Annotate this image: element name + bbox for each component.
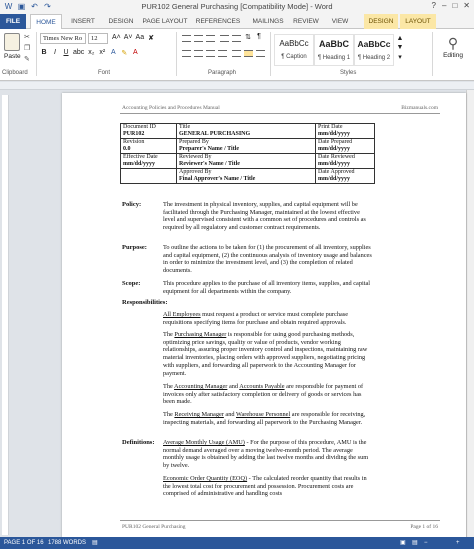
styles-down-icon[interactable]: ▼ xyxy=(396,44,404,51)
role-prefix: The xyxy=(163,331,175,338)
style-heading-2-label: ¶ Heading 2 xyxy=(357,55,391,61)
tab-file[interactable]: FILE xyxy=(0,14,26,29)
find-icon: ⚲ xyxy=(447,35,459,51)
role-prefix: The xyxy=(163,383,175,390)
document-id-label: Document ID xyxy=(123,124,156,130)
table-cell[interactable] xyxy=(121,154,177,169)
page-header-right: Bizmanuals.com xyxy=(401,105,438,111)
style-heading-2-sample: AaBbCc xyxy=(357,39,391,49)
policy-heading: Policy: xyxy=(122,201,142,208)
print-date-value: mm/dd/yyyy xyxy=(318,131,351,137)
align-center-icon[interactable] xyxy=(194,50,203,57)
role-term: Warehouse Personnel xyxy=(236,411,291,418)
word-count[interactable]: 1788 WORDS xyxy=(48,540,87,546)
window-controls xyxy=(432,1,470,10)
responsibility-paragraph xyxy=(163,383,373,406)
styles-more-icon[interactable]: ▾ xyxy=(398,54,402,61)
vertical-ruler[interactable] xyxy=(2,95,9,535)
editing-label: Editing xyxy=(443,52,463,59)
scope-heading: Scope: xyxy=(122,280,141,287)
tab-page-layout[interactable]: PAGE LAYOUT xyxy=(142,18,188,25)
policy-text: The investment in physical inventory, supplies, and capital equipment will be facilitated through the Purchasing Manager, maintained at the lowest effective level and supervised consistent with a common set of procedures and controls as required by all regulatory and customer contract requirements. xyxy=(163,201,366,232)
tab-design[interactable]: DESIGN xyxy=(108,18,134,25)
header-rule xyxy=(120,113,440,114)
highlight-icon[interactable]: ✎ xyxy=(121,50,128,57)
maximize-icon[interactable]: □ xyxy=(452,1,458,10)
style-caption-sample: AaBbCc xyxy=(279,39,309,48)
zoom-out-icon[interactable]: − xyxy=(424,540,428,546)
prepared-by-value: Preparer's Name / Title xyxy=(179,146,240,152)
horizontal-ruler[interactable] xyxy=(0,82,474,90)
style-caption[interactable] xyxy=(274,34,314,66)
definition-term: Economic Order Quantity (EOQ) xyxy=(163,475,248,482)
document-page[interactable] xyxy=(62,93,466,539)
page-count[interactable]: PAGE 1 OF 16 xyxy=(4,540,44,546)
purpose-heading: Purpose: xyxy=(122,244,147,251)
ribbon-tabs xyxy=(0,14,474,29)
role-description: are responsible for payment of invoices only after satisfactory completion or delivery of goods or services has been made. xyxy=(163,383,364,406)
paste-icon[interactable] xyxy=(4,33,20,51)
font-size-buttons xyxy=(112,34,155,42)
close-icon[interactable]: ✕ xyxy=(463,1,470,10)
minimize-icon[interactable]: – xyxy=(442,1,447,10)
effective-date-value: mm/dd/yyyy xyxy=(123,161,156,167)
revision-label: Revision xyxy=(123,139,145,145)
borders-icon[interactable] xyxy=(256,50,265,57)
table-cell[interactable] xyxy=(316,169,375,184)
paste-button[interactable]: Paste xyxy=(4,53,21,60)
tab-table-design[interactable]: DESIGN xyxy=(364,14,398,29)
change-case-icon[interactable]: Aa xyxy=(135,34,145,41)
prepared-by-label: Prepared By xyxy=(179,139,209,145)
underline-icon[interactable]: U xyxy=(63,49,69,56)
shading-icon[interactable] xyxy=(244,50,253,57)
zoom-in-icon[interactable]: + xyxy=(456,540,460,546)
font-size-box[interactable]: 12 xyxy=(88,33,108,44)
numbering-icon[interactable] xyxy=(194,35,203,42)
role-joiner: and xyxy=(227,383,240,390)
tab-insert[interactable]: INSERT xyxy=(71,18,95,25)
text-effects-icon[interactable]: A xyxy=(110,49,116,56)
tab-references[interactable]: REFERENCES xyxy=(195,18,241,25)
purpose-text: To outline the actions to be taken for (1) the procurement of all inventory, supplies and capital equipment, (2) the continuous analysis of inventory usage and balances in order to minimize the investment level, and (3) the completion of related documents. xyxy=(163,244,372,275)
role-description: is responsible for using good purchasing methods, optimizing price savings, quality or value of products, vendor working relationships, assuring proper inventory control and inspections, maintaining raw material inventories, placing orders with approved suppliers, negotiating pricing with suppliers, and forwarding all paperwork to the Accounting Manager for payment. xyxy=(163,331,368,377)
table-cell[interactable] xyxy=(316,124,375,139)
ribbon xyxy=(0,29,474,81)
approved-by-label: Approved By xyxy=(179,169,212,175)
font-name-box[interactable]: Times New Ro xyxy=(40,33,86,44)
shrink-font-icon[interactable]: A˅ xyxy=(123,34,133,41)
tab-view[interactable]: VIEW xyxy=(331,18,349,25)
page-header-left: Accounting Policies and Procedures Manual xyxy=(122,105,220,111)
proofing-icon[interactable]: ▤ xyxy=(92,540,98,546)
table-cell[interactable] xyxy=(177,169,316,184)
date-reviewed-value: mm/dd/yyyy xyxy=(318,161,351,167)
role-term: All Employees xyxy=(163,311,201,318)
styles-up-icon[interactable]: ▲ xyxy=(396,35,404,42)
responsibility-paragraph xyxy=(163,411,373,426)
footer-rule xyxy=(120,520,440,521)
style-heading-1[interactable] xyxy=(314,34,354,66)
date-approved-label: Date Approved xyxy=(318,169,355,175)
scope-text: This procedure applies to the purchase of all inventory items, supplies, and capital equipment for all departments within the company. xyxy=(163,280,371,295)
bold-icon[interactable]: B xyxy=(41,49,47,56)
role-description: are responsible for receiving, inspecting materials, and forwarding all paperwork to the Purchasing Manager. xyxy=(163,411,366,426)
print-layout-icon[interactable]: ▤ xyxy=(412,540,418,546)
table-cell[interactable] xyxy=(121,169,177,184)
table-cell[interactable] xyxy=(177,139,316,154)
increase-indent-icon[interactable] xyxy=(232,35,241,42)
vertical-scrollbar[interactable] xyxy=(466,90,474,537)
save-icon[interactable]: ▣ xyxy=(17,2,26,11)
definition-paragraph xyxy=(163,475,373,498)
line-spacing-icon[interactable] xyxy=(232,50,241,57)
responsibility-paragraph xyxy=(163,311,373,326)
table-cell[interactable] xyxy=(121,124,177,139)
style-heading-1-label: ¶ Heading 1 xyxy=(317,55,351,61)
justify-icon[interactable] xyxy=(218,50,227,57)
grow-font-icon[interactable]: A˄ xyxy=(112,34,121,41)
table-row xyxy=(121,124,375,139)
font-format-buttons xyxy=(40,49,139,57)
page-footer-left: PUR102 General Purchasing xyxy=(122,524,186,530)
styles-group-label: Styles xyxy=(340,70,357,76)
table-cell[interactable] xyxy=(121,139,177,154)
effective-date-label: Effective Date xyxy=(123,154,158,160)
ribbon-separator xyxy=(176,32,177,76)
ribbon-separator xyxy=(432,32,433,76)
strikethrough-icon[interactable]: abc xyxy=(73,49,85,56)
definition-text: - The calculated reorder quantity that results in the lowest total cost for procurement and possession. Procurement costs are comprised of administrative and handling costs xyxy=(163,475,367,498)
role-prefix: The xyxy=(163,411,175,418)
ribbon-separator xyxy=(270,32,271,76)
responsibility-paragraph xyxy=(163,331,373,377)
revision-value: 0.0 xyxy=(123,146,131,152)
definition-term: Average Monthly Usage (AMU) xyxy=(163,439,245,446)
print-date-label: Print Date xyxy=(318,124,343,130)
table-row xyxy=(121,169,375,184)
approved-by-value: Final Approver's Name / Title xyxy=(179,176,256,182)
tab-mailings[interactable]: MAILINGS xyxy=(252,18,284,25)
sort-show-buttons xyxy=(244,33,263,41)
sort-icon[interactable]: ⇅ xyxy=(245,34,251,41)
tab-review[interactable]: REVIEW xyxy=(293,18,319,25)
role-term: Accounting Manager xyxy=(174,383,228,390)
date-prepared-label: Date Prepared xyxy=(318,139,353,145)
decrease-indent-icon[interactable] xyxy=(220,35,229,42)
style-caption-label: ¶ Caption xyxy=(281,54,307,60)
role-term: Receiving Manager xyxy=(174,411,224,418)
styles-scroll xyxy=(396,35,404,61)
date-approved-value: mm/dd/yyyy xyxy=(318,176,351,182)
editing-button[interactable] xyxy=(436,35,470,59)
copy-icon[interactable]: ❐ xyxy=(24,45,31,52)
multilevel-list-icon[interactable] xyxy=(206,35,215,42)
align-left-icon[interactable] xyxy=(182,50,191,57)
role-term: Accounts Payable xyxy=(239,383,285,390)
word-logo-icon: W xyxy=(4,2,13,11)
style-heading-1-sample: AaBbC xyxy=(318,39,349,49)
table-cell[interactable] xyxy=(177,124,316,139)
reviewed-by-value: Reviewer's Name / Title xyxy=(179,161,240,167)
cut-icon[interactable]: ✂ xyxy=(24,34,30,41)
align-right-icon[interactable] xyxy=(206,50,215,57)
role-term: Purchasing Manager xyxy=(174,331,227,338)
table-row xyxy=(121,139,375,154)
table-cell[interactable] xyxy=(177,154,316,169)
title-value: GENERAL PURCHASING xyxy=(179,131,251,137)
definition-text: - For the purpose of this procedure, AMU is the normal demand averaged over a moving twelve-month period. The average monthly usage is obtained by adding the last twelve months and dividing the sum by twelve. xyxy=(163,439,369,470)
table-cell[interactable] xyxy=(316,154,375,169)
title-bar xyxy=(0,0,474,14)
tab-home[interactable]: HOME xyxy=(30,14,62,29)
reviewed-by-label: Reviewed By xyxy=(179,154,212,160)
read-mode-icon[interactable]: ▣ xyxy=(400,540,406,546)
page-footer-right: Page 1 of 16 xyxy=(410,524,438,530)
italic-icon[interactable]: I xyxy=(54,49,56,56)
window-title: PUR102 General Purchasing [Compatibility Mode] - Word xyxy=(141,2,333,11)
ribbon-separator xyxy=(36,32,37,76)
help-icon[interactable]: ? xyxy=(431,1,436,10)
bullets-icon[interactable] xyxy=(182,35,191,42)
document-id-value: PUR102 xyxy=(123,131,145,137)
subscript-icon[interactable]: x₂ xyxy=(88,49,95,56)
role-joiner: and xyxy=(223,411,236,418)
redo-icon[interactable]: ↷ xyxy=(44,2,51,11)
title-label: Title xyxy=(179,124,191,130)
superscript-icon[interactable]: x² xyxy=(99,49,106,56)
status-bar xyxy=(0,537,474,549)
undo-icon[interactable]: ↶ xyxy=(31,2,38,11)
clipboard-group-label: Clipboard xyxy=(2,70,28,76)
date-prepared-value: mm/dd/yyyy xyxy=(318,146,351,152)
document-control-table[interactable] xyxy=(120,123,375,184)
definitions-heading: Definitions: xyxy=(122,439,155,446)
responsibilities-heading: Responsibilities: xyxy=(122,299,168,306)
style-heading-2[interactable] xyxy=(354,34,394,66)
show-marks-icon[interactable]: ¶ xyxy=(257,33,261,40)
font-group-label: Font xyxy=(98,70,111,76)
font-color-icon[interactable]: A xyxy=(132,49,138,56)
paragraph-group-label: Paragraph xyxy=(208,70,237,76)
role-description: must request a product or service must complete purchase requisitions specifying items for purchase and obtain required approvals. xyxy=(163,311,349,326)
clear-formatting-icon[interactable]: ✘ xyxy=(148,35,155,42)
definition-paragraph xyxy=(163,439,373,470)
tab-table-layout[interactable]: LAYOUT xyxy=(400,14,436,29)
table-row xyxy=(121,154,375,169)
table-cell[interactable] xyxy=(316,139,375,154)
format-painter-icon[interactable]: ✎ xyxy=(24,56,30,63)
date-reviewed-label: Date Reviewed xyxy=(318,154,355,160)
